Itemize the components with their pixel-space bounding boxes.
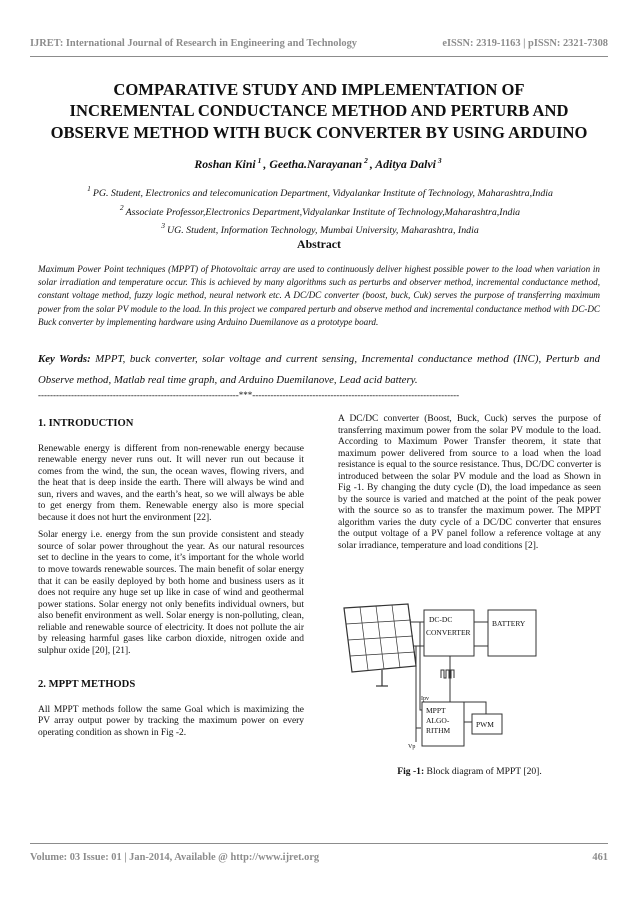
pwm-label: PWM (476, 720, 494, 729)
paragraph: All MPPT methods follow the same Goal which is maximizing the PV array output power by tracking the maximum power on every operating condition as shown in Fig -2. (38, 704, 304, 739)
figure-caption (338, 766, 601, 777)
mppt-block-diagram (338, 602, 601, 750)
keywords-text: MPPT, buck converter, solar voltage and current sensing, Incremental conductance method (INC), Perturb and Observe method, Matlab real time graph, and Arduino Duemilanove, Lead acid battery. (38, 353, 601, 386)
page-number: 461 (592, 852, 608, 863)
keywords-label: Key Words: (38, 353, 91, 365)
battery-label: BATTERY (492, 619, 526, 628)
author-sep: , (263, 157, 267, 171)
affiliation-line (30, 219, 608, 238)
author-sup: 2 (364, 156, 368, 165)
vp-label: Vp (408, 744, 416, 750)
paragraph: A DC/DC converter (Boost, Buck, Cuck) serves the purpose of transferring maximum power from the solar PV module to the load. According to Maximum Power Transfer theorem, it state that maximum power delivered from source to a load when the load resistance is equal to the source resistance. Thus, DC/DC converter is introduced between the solar PV module and the load as Shown in Fig -1. By changing the duty cycle (D), the load impedance as seen by the source is varied and matched at the point of the peak power with the source so as to transfer the maximum power. The MPPT algorithm varies the duty cycle of a DC/DC converter that ensures the output voltage of a PV panel follow a reference voltage at any solar irradiance, temperature and load conditions [2]. (338, 414, 601, 552)
intro-heading: 1. INTRODUCTION (38, 418, 134, 429)
title-line: OBSERVE METHOD WITH BUCK CONVERTER BY USING ARDUINO (50, 122, 588, 142)
affil-sup: 2 (119, 202, 124, 212)
author-sup: 1 (257, 156, 262, 165)
header-rule (30, 56, 608, 57)
section-separator: -------------------------------------------------------------------***--------------------------------------------------------------------- (38, 390, 460, 400)
title-line: COMPARATIVE STUDY AND IMPLEMENTATION OF (113, 80, 525, 99)
abstract-body: Maximum Power Point techniques (MPPT) of Photovoltaic array are used to continuously deliver highest possible power to the load when variation in solar irradiation and temperature occur. This is achieved by many algorithms such as perturbs and observer method, incremental conductance method, constant voltage method, fuzzy logic method, neural network etc. A DC/DC converter (boost, buck, Cuk) serves the purpose of transferring maximum power from the solar PV module to the load. In this project we compared perturb and observe method and incremental conductance method with DC-DC Buck converter by implementing hardware using Arduino Duemilanove as a prototype board. (38, 264, 600, 327)
keywords (38, 349, 600, 391)
ipv-label: Ipv (421, 696, 429, 702)
battery-block (488, 610, 536, 656)
running-header (30, 38, 608, 49)
author-sep: , (369, 157, 373, 171)
affil-text: PG. Student, Electronics and telecomunication Department, Vidyalankar Institute of Technology, Maharashtra,India (92, 188, 553, 199)
converter-label-2: CONVERTER (426, 628, 471, 637)
solar-panel-icon (344, 604, 416, 686)
affil-sup: 3 (161, 221, 165, 230)
volume-info: Volume: 03 Issue: 01 | Jan-2014, Available @ http://www.ijret.org (30, 852, 320, 863)
caption-label: Fig -1: (397, 766, 425, 777)
paragraph: Renewable energy is different from non-renewable energy because renewable energy never runs out. It will never run out because it comes from the wind, the sun, the ocean waves, flowing rivers, and the heat that is deep inside the earth. There will always be wind and sun, rivers and waves, and the earth’s heat, so we will always be able to get energy from them. Renewable energy also is more special because it does not hurt the environment [22]. (38, 443, 304, 523)
affil-text: UG. Student, Information Technology, Mumbai University, Maharashtra, India (166, 225, 479, 236)
mppt-label-3: RITHM (426, 726, 451, 735)
mppt-label-1: MPPT (426, 706, 446, 715)
author-list (30, 156, 608, 172)
journal-name: IJRET: International Journal of Research in Engineering and Technology (30, 38, 357, 49)
mppt-heading: 2. MPPT METHODS (38, 679, 136, 691)
affiliation-line (30, 182, 608, 201)
pwm-pulse-icon (441, 670, 454, 678)
issn: eISSN: 2319-1163 | pISSN: 2321-7308 (442, 38, 608, 49)
author-sup: 3 (437, 156, 442, 165)
caption-text: Block diagram of MPPT [20]. (424, 766, 542, 777)
author-name: Roshan Kini (194, 157, 256, 171)
converter-label-1: DC-DC (429, 615, 453, 624)
author-name: Geetha.Narayanan (269, 157, 363, 171)
affil-sup: 1 (87, 184, 91, 193)
footer-rule (30, 843, 608, 844)
affil-text: Associate Professor,Electronics Department,Vidyalankar Institute of Technology,Maharashtra,India (125, 206, 521, 218)
affiliations (30, 182, 608, 238)
title-line: INCREMENTAL CONDUCTANCE METHOD AND PERTURB AND (69, 101, 569, 121)
left-column (38, 418, 304, 746)
paper-title (30, 79, 608, 143)
paragraph: Solar energy i.e. energy from the sun provide consistent and steady source of solar power throughout the year. As our natural resources set to decline in the years to come, it’s important for the whole world to move towards renewable sources. The main benefit of solar energy that it can be easily deployed by both home and business users as it does not require any huge set up like in case of wind and geothermal power stations. Solar energy not only benefits individual owners, but also benefit environment as well. Solar energy is non-polluting, clean, reliable and renewable source of electricity. It does not pollute the air by releasing harmful gases like carbon dioxide, nitrogen oxide and sulphur oxide [20], [21]. (38, 530, 304, 656)
mppt-label-2: ALGO- (426, 716, 450, 725)
author-name: Aditya Dalvi (375, 157, 436, 171)
right-column (338, 414, 601, 559)
abstract-heading: Abstract (297, 237, 341, 251)
affiliation-line (30, 201, 608, 220)
page-footer (30, 852, 608, 863)
